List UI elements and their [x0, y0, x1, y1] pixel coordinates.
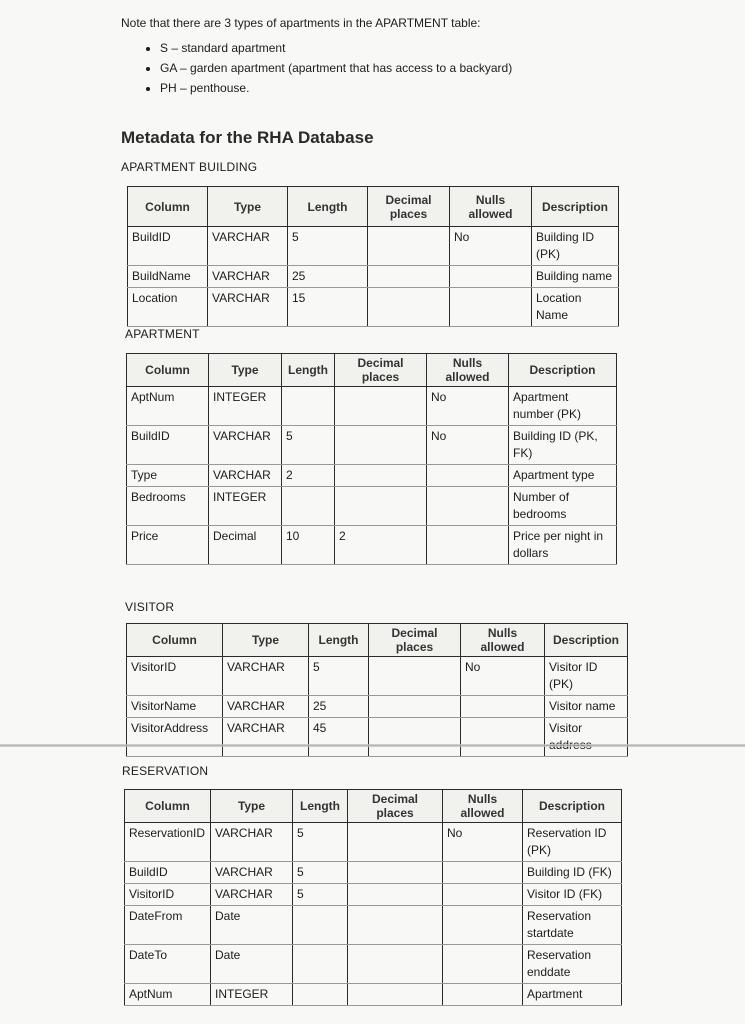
cell-nulls-allowed [461, 718, 545, 757]
col-header: Column [128, 187, 208, 227]
cell-description: Apartment type [509, 465, 617, 487]
cell-decimal-places [335, 487, 427, 526]
cell-description: Visitor ID (FK) [523, 884, 622, 906]
cell-description: Number of bedrooms [509, 487, 617, 526]
col-header: Column [127, 624, 223, 657]
table-row [127, 426, 617, 465]
cell-length [293, 945, 348, 984]
cell-description: Visitor name [545, 696, 628, 718]
col-header: Column [127, 354, 209, 387]
table-row [125, 823, 622, 862]
col-header: Description [545, 624, 628, 657]
cell-length: 5 [293, 862, 348, 884]
cell-description: Apartment [523, 984, 622, 1006]
cell-nulls-allowed [443, 862, 523, 884]
cell-description: Visitor [545, 718, 628, 757]
cell-column: BuildID [127, 426, 209, 465]
table-body [128, 227, 619, 327]
cell-decimal-places: 2 [335, 526, 427, 565]
cell-type: Date [211, 945, 293, 984]
section-title-apartment: APARTMENT [125, 327, 200, 341]
col-header: Type [208, 187, 288, 227]
cell-decimal-places [368, 288, 450, 327]
col-header: Length [293, 790, 348, 823]
cell-type: VARCHAR [211, 884, 293, 906]
cell-nulls-allowed [443, 884, 523, 906]
table-row [127, 465, 617, 487]
cell-length: 5 [293, 823, 348, 862]
cell-column: AptNum [125, 984, 211, 1006]
cell-type: VARCHAR [223, 718, 309, 757]
page-divider [0, 744, 745, 747]
cell-length: 45 [309, 718, 369, 757]
cell-description: Building ID (FK) [523, 862, 622, 884]
table-row [127, 487, 617, 526]
cell-column: BuildID [125, 862, 211, 884]
col-header: Decimal places [368, 187, 450, 227]
cell-type: Decimal [209, 526, 282, 565]
col-header: Type [209, 354, 282, 387]
cell-type: VARCHAR [208, 227, 288, 266]
col-header: Nulls allowed [450, 187, 532, 227]
cell-decimal-places [369, 696, 461, 718]
cell-description: Location Name [532, 288, 619, 327]
cell-column: Type [127, 465, 209, 487]
cell-decimal-places [348, 906, 443, 945]
cell-length: 25 [309, 696, 369, 718]
cell-nulls-allowed: No [461, 657, 545, 696]
cell-type: INTEGER [209, 487, 282, 526]
cell-nulls-allowed [461, 696, 545, 718]
cell-length [293, 984, 348, 1006]
cell-column: ReservationID [125, 823, 211, 862]
cell-column: BuildName [128, 266, 208, 288]
cell-decimal-places [335, 426, 427, 465]
table-row [125, 984, 622, 1006]
cell-nulls-allowed: No [443, 823, 523, 862]
table-row [128, 227, 619, 266]
cell-type: VARCHAR [211, 823, 293, 862]
table-row [127, 526, 617, 565]
cell-length: 2 [282, 465, 335, 487]
list-item: • GA – garden apartment (apartment that has access to a backyard) [160, 58, 512, 78]
cell-type: VARCHAR [208, 288, 288, 327]
cell-description: Reservation enddate [523, 945, 622, 984]
cell-nulls-allowed [443, 945, 523, 984]
apartment-table [126, 353, 617, 565]
table-row [127, 718, 628, 757]
col-header: Nulls allowed [427, 354, 509, 387]
table-row [125, 862, 622, 884]
col-header: Length [288, 187, 368, 227]
intro-note: Note that there are 3 types of apartments in the APARTMENT table: [121, 16, 481, 30]
cell-description: Building ID (PK) [532, 227, 619, 266]
cell-length: 5 [282, 426, 335, 465]
cell-decimal-places [348, 823, 443, 862]
col-header: Column [125, 790, 211, 823]
col-header: Type [223, 624, 309, 657]
cell-decimal-places [368, 227, 450, 266]
table-body [127, 387, 617, 565]
cell-column: VisitorName [127, 696, 223, 718]
list-item: • PH – penthouse. [160, 78, 512, 98]
apartment-types-list [140, 38, 512, 98]
cell-nulls-allowed [427, 487, 509, 526]
cell-length [293, 906, 348, 945]
col-header: Length [282, 354, 335, 387]
section-title-building: APARTMENT BUILDING [121, 160, 258, 174]
cell-length [282, 387, 335, 426]
cell-type: VARCHAR [223, 696, 309, 718]
col-header: Description [509, 354, 617, 387]
col-header: Type [211, 790, 293, 823]
cell-description: Reservation ID (PK) [523, 823, 622, 862]
col-header: Nulls allowed [443, 790, 523, 823]
col-header: Description [523, 790, 622, 823]
cell-decimal-places [369, 718, 461, 757]
cell-nulls-allowed [427, 465, 509, 487]
cell-column: VisitorID [127, 657, 223, 696]
cell-nulls-allowed: No [450, 227, 532, 266]
col-header: Nulls allowed [461, 624, 545, 657]
cell-column: Bedrooms [127, 487, 209, 526]
cell-type: VARCHAR [208, 266, 288, 288]
cell-length: 25 [288, 266, 368, 288]
reservation-table [124, 789, 622, 1006]
col-header: Decimal places [335, 354, 427, 387]
cell-nulls-allowed [443, 984, 523, 1006]
cell-length: 5 [288, 227, 368, 266]
cell-length: 10 [282, 526, 335, 565]
cell-description: Visitor ID (PK) [545, 657, 628, 696]
visitor-table [126, 623, 628, 757]
cell-nulls-allowed [450, 288, 532, 327]
cell-description: Price per night in dollars [509, 526, 617, 565]
cell-decimal-places [368, 266, 450, 288]
cell-nulls-allowed: No [427, 387, 509, 426]
cell-decimal-places [348, 984, 443, 1006]
cell-description: Building ID (PK, FK) [509, 426, 617, 465]
col-header: Decimal places [369, 624, 461, 657]
table-row [127, 696, 628, 718]
cell-decimal-places [348, 884, 443, 906]
cell-column: DateFrom [125, 906, 211, 945]
cell-nulls-allowed [427, 526, 509, 565]
table-row [127, 657, 628, 696]
table-body [125, 823, 622, 1006]
table-row [127, 387, 617, 426]
section-title-visitor: VISITOR [125, 600, 175, 614]
cell-column: Location [128, 288, 208, 327]
cell-column: VisitorAddress [127, 718, 223, 757]
cell-column: DateTo [125, 945, 211, 984]
cell-nulls-allowed [443, 906, 523, 945]
table-body [127, 657, 628, 757]
cell-nulls-allowed: No [427, 426, 509, 465]
section-title-reservation: RESERVATION [122, 764, 209, 778]
cell-column: BuildID [128, 227, 208, 266]
cell-decimal-places [348, 945, 443, 984]
cell-column: AptNum [127, 387, 209, 426]
cell-column: VisitorID [125, 884, 211, 906]
table-row [125, 906, 622, 945]
table-row [125, 945, 622, 984]
cell-description: Reservation startdate [523, 906, 622, 945]
cell-decimal-places [335, 387, 427, 426]
cell-decimal-places [369, 657, 461, 696]
col-header: Decimal places [348, 790, 443, 823]
cell-type: INTEGER [209, 387, 282, 426]
list-item: • S – standard apartment [160, 38, 512, 58]
cell-type: VARCHAR [209, 426, 282, 465]
cell-column: Price [127, 526, 209, 565]
col-header: Description [532, 187, 619, 227]
table-row [125, 884, 622, 906]
cell-type: VARCHAR [209, 465, 282, 487]
cell-nulls-allowed [450, 266, 532, 288]
table-row [128, 288, 619, 327]
cell-decimal-places [335, 465, 427, 487]
cell-length: 5 [309, 657, 369, 696]
cell-description: Building name [532, 266, 619, 288]
cell-type: Date [211, 906, 293, 945]
cell-decimal-places [348, 862, 443, 884]
cell-type: VARCHAR [223, 657, 309, 696]
cell-length [282, 487, 335, 526]
cell-type: VARCHAR [211, 862, 293, 884]
page-title: Metadata for the RHA Database [121, 128, 374, 147]
cell-type: INTEGER [211, 984, 293, 1006]
cell-description: Apartment number (PK) [509, 387, 617, 426]
col-header: Length [309, 624, 369, 657]
cell-length: 15 [288, 288, 368, 327]
table-row [128, 266, 619, 288]
cell-length: 5 [293, 884, 348, 906]
building-table [127, 186, 619, 327]
